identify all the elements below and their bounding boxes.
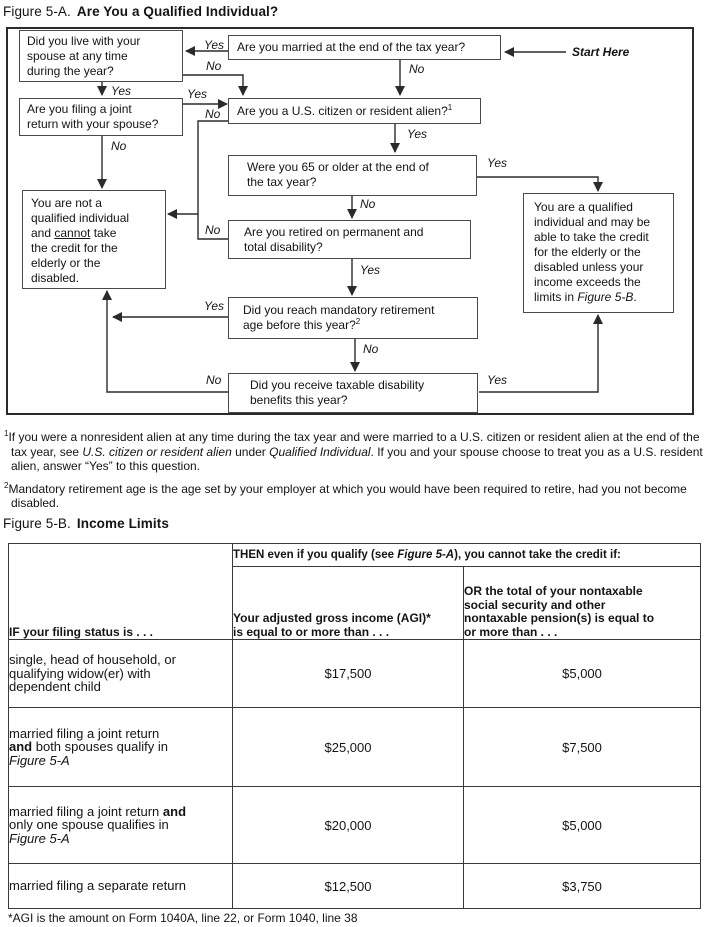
status-part: married filing a joint return	[9, 803, 163, 819]
decision-box-mandatory-retirement	[228, 297, 478, 339]
citizen-question: Are you a U.S. citizen or resident alien?	[237, 103, 448, 118]
branch-label-no: No	[206, 373, 222, 387]
box-text-line: Did you reach mandatory retirement	[243, 303, 435, 317]
result-box-qualified	[523, 193, 674, 313]
footnote-italic: U.S. citizen or resident alien	[82, 444, 232, 459]
box-text-line: Did you receive taxable disability	[250, 378, 425, 392]
income-limits-table	[8, 543, 701, 909]
box-text-line: individual and may be	[534, 215, 651, 229]
table-row	[9, 864, 701, 909]
header-line: is equal to or more than . . .	[233, 624, 390, 639]
decision-box-age-65	[228, 155, 477, 196]
status-line: dependent child	[9, 679, 101, 695]
status-line: only one spouse qualifies in	[9, 817, 169, 833]
branch-label-yes: Yes	[204, 299, 225, 313]
box-text-line: the credit for the	[31, 241, 118, 255]
figure-5b-heading: Income Limits	[76, 516, 169, 531]
bold-word: and	[162, 803, 187, 819]
box-text-line: total disability?	[244, 240, 323, 254]
status-line: married filing a joint return	[9, 725, 160, 741]
agi-limit-cell: $20,000	[233, 787, 464, 864]
footnote-1	[4, 430, 704, 474]
header-line: nontaxable pension(s) is equal to	[464, 611, 655, 625]
agi-limit-cell: $12,500	[233, 864, 464, 909]
branch-label-no: No	[205, 223, 221, 237]
decision-box-taxable-benefits	[228, 373, 478, 413]
figure-5a-heading: Are You a Qualified Individual?	[76, 4, 279, 19]
status-line	[9, 832, 232, 846]
footnote-text: If you were a nonresident alien at any time during the tax year and were married to a U.S. citizen or resident alien at the end of the tax year, see	[8, 430, 700, 459]
header-line: Your adjusted gross income (AGI)*	[233, 611, 431, 625]
pension-limit-cell: $3,750	[464, 864, 701, 909]
filing-status-cell	[9, 640, 233, 708]
footnote-text: under	[231, 444, 270, 459]
box-text-line: You are not a	[31, 196, 102, 210]
branch-label-yes: Yes	[360, 263, 381, 277]
start-here-label: Start Here	[572, 45, 630, 59]
branch-label-yes: Yes	[487, 373, 508, 387]
box-text-line: the tax year?	[247, 175, 317, 189]
box-text-line: Are you retired on permanent and	[244, 225, 424, 239]
filing-status-cell: married filing a separate return	[9, 864, 233, 909]
figure-5b-title	[3, 516, 169, 531]
box-text-part: and	[31, 226, 55, 240]
box-text-line: Are you married at the end of the tax year?	[237, 40, 466, 54]
column-header-agi	[233, 567, 464, 640]
header-text: ), you cannot take the credit if:	[454, 549, 621, 561]
box-text-part: .	[633, 290, 637, 304]
column-header-then	[233, 544, 701, 567]
branch-label-no: No	[360, 197, 376, 211]
box-text-line: during the year?	[27, 64, 114, 78]
box-text-line: benefits this year?	[250, 393, 348, 407]
branch-label-yes: Yes	[111, 84, 132, 98]
box-text-part: take	[90, 226, 117, 240]
decision-box-joint-return	[19, 98, 183, 136]
table-row	[9, 708, 701, 787]
footnote-text: Mandatory retirement age is the age set by your employer at which you would have been required to retire, had you not become disabled.	[8, 481, 687, 510]
column-header-nontaxable	[464, 567, 701, 640]
figure-5b-reference: Figure 5-B	[577, 290, 634, 304]
box-text-line: qualified individual	[31, 211, 130, 225]
pension-limit-cell: $5,000	[464, 787, 701, 864]
box-text-line: Are you filing a joint	[27, 102, 132, 116]
pension-limit-cell: $7,500	[464, 708, 701, 787]
table-row	[9, 787, 701, 864]
figure-5b-label: Figure 5-B.	[3, 516, 71, 531]
box-text-line	[31, 226, 157, 241]
box-text-line: for the elderly or the	[534, 245, 641, 259]
box-text-line: Were you 65 or older at the end of	[247, 160, 429, 174]
box-text-line: able to take the credit	[534, 230, 649, 244]
branch-label-yes: Yes	[204, 38, 225, 52]
footnotes	[4, 430, 704, 511]
footnote-text: . If you and your spouse choose to treat you as a U.S. resident alien, answer “Yes” to this question.	[11, 444, 703, 473]
box-text-line: return with your spouse?	[27, 117, 159, 131]
footnote-2	[4, 482, 704, 511]
footnote-1-marker: 1	[4, 429, 9, 438]
decision-box-married	[228, 35, 501, 60]
figure-5a-reference: Figure 5-A	[397, 549, 455, 561]
branch-label-no: No	[205, 107, 221, 121]
status-line: qualifying widow(er) with	[9, 665, 151, 681]
footnote-ref-1: 1	[447, 102, 453, 112]
box-text-line: disabled.	[31, 271, 80, 285]
figure-5a-reference: Figure 5-A	[9, 830, 70, 846]
decision-box-citizen	[228, 98, 481, 124]
agi-limit-cell: $17,500	[233, 640, 464, 708]
box-text-line: income exceeds the	[534, 275, 641, 289]
bold-word: and	[9, 739, 33, 755]
branch-label-yes: Yes	[407, 127, 428, 141]
box-text-line: disabled unless your	[534, 260, 644, 274]
filing-status-cell	[9, 708, 233, 787]
branch-label-no: No	[409, 62, 425, 76]
footnote-ref-2: 2	[355, 317, 361, 326]
branch-label-no: No	[111, 139, 127, 153]
table-row	[9, 640, 701, 708]
status-line	[9, 805, 232, 819]
pension-limit-cell: $5,000	[464, 640, 701, 708]
status-line	[9, 740, 232, 754]
branch-label-no: No	[206, 59, 222, 73]
branch-label-yes: Yes	[487, 156, 508, 170]
decision-box-retired-disability	[228, 220, 471, 259]
header-line: social security and other	[464, 597, 606, 612]
filing-status-cell	[9, 787, 233, 864]
underlined-word: cannot	[54, 226, 91, 240]
header-line: or more than . . .	[464, 624, 558, 639]
box-text-line	[243, 318, 467, 333]
status-part: both spouses qualify in	[32, 739, 168, 755]
figure-5a-reference: Figure 5-A	[9, 752, 70, 768]
footnote-2-marker: 2	[4, 480, 9, 490]
decision-box-live-with-spouse	[19, 30, 183, 82]
box-text-part: limits in	[534, 290, 578, 304]
agi-limit-cell: $25,000	[233, 708, 464, 787]
box-text-line	[237, 104, 452, 119]
box-text-line: Did you live with your	[27, 34, 141, 48]
box-text-line	[534, 290, 665, 305]
status-line	[9, 754, 232, 768]
figure-5a-label: Figure 5-A.	[3, 4, 71, 19]
box-text-line: elderly or the	[31, 256, 101, 270]
result-box-not-qualified	[22, 190, 166, 289]
box-text-line: You are a qualified	[534, 200, 633, 214]
agi-footnote: *AGI is the amount on Form 1040A, line 22, or Form 1040, line 38	[8, 911, 358, 925]
box-text-line: spouse at any time	[27, 49, 128, 63]
box-text-part: age before this year?	[243, 318, 356, 332]
status-line: single, head of household, or	[9, 652, 176, 668]
header-line: OR the total of your nontaxable	[464, 584, 643, 598]
column-header-filing-status: IF your filing status is . . .	[9, 544, 233, 640]
branch-label-no: No	[363, 342, 379, 356]
branch-label-yes: Yes	[187, 87, 208, 101]
header-text: THEN even if you qualify (see	[233, 549, 398, 561]
footnote-italic: Qualified Individual	[269, 444, 371, 459]
